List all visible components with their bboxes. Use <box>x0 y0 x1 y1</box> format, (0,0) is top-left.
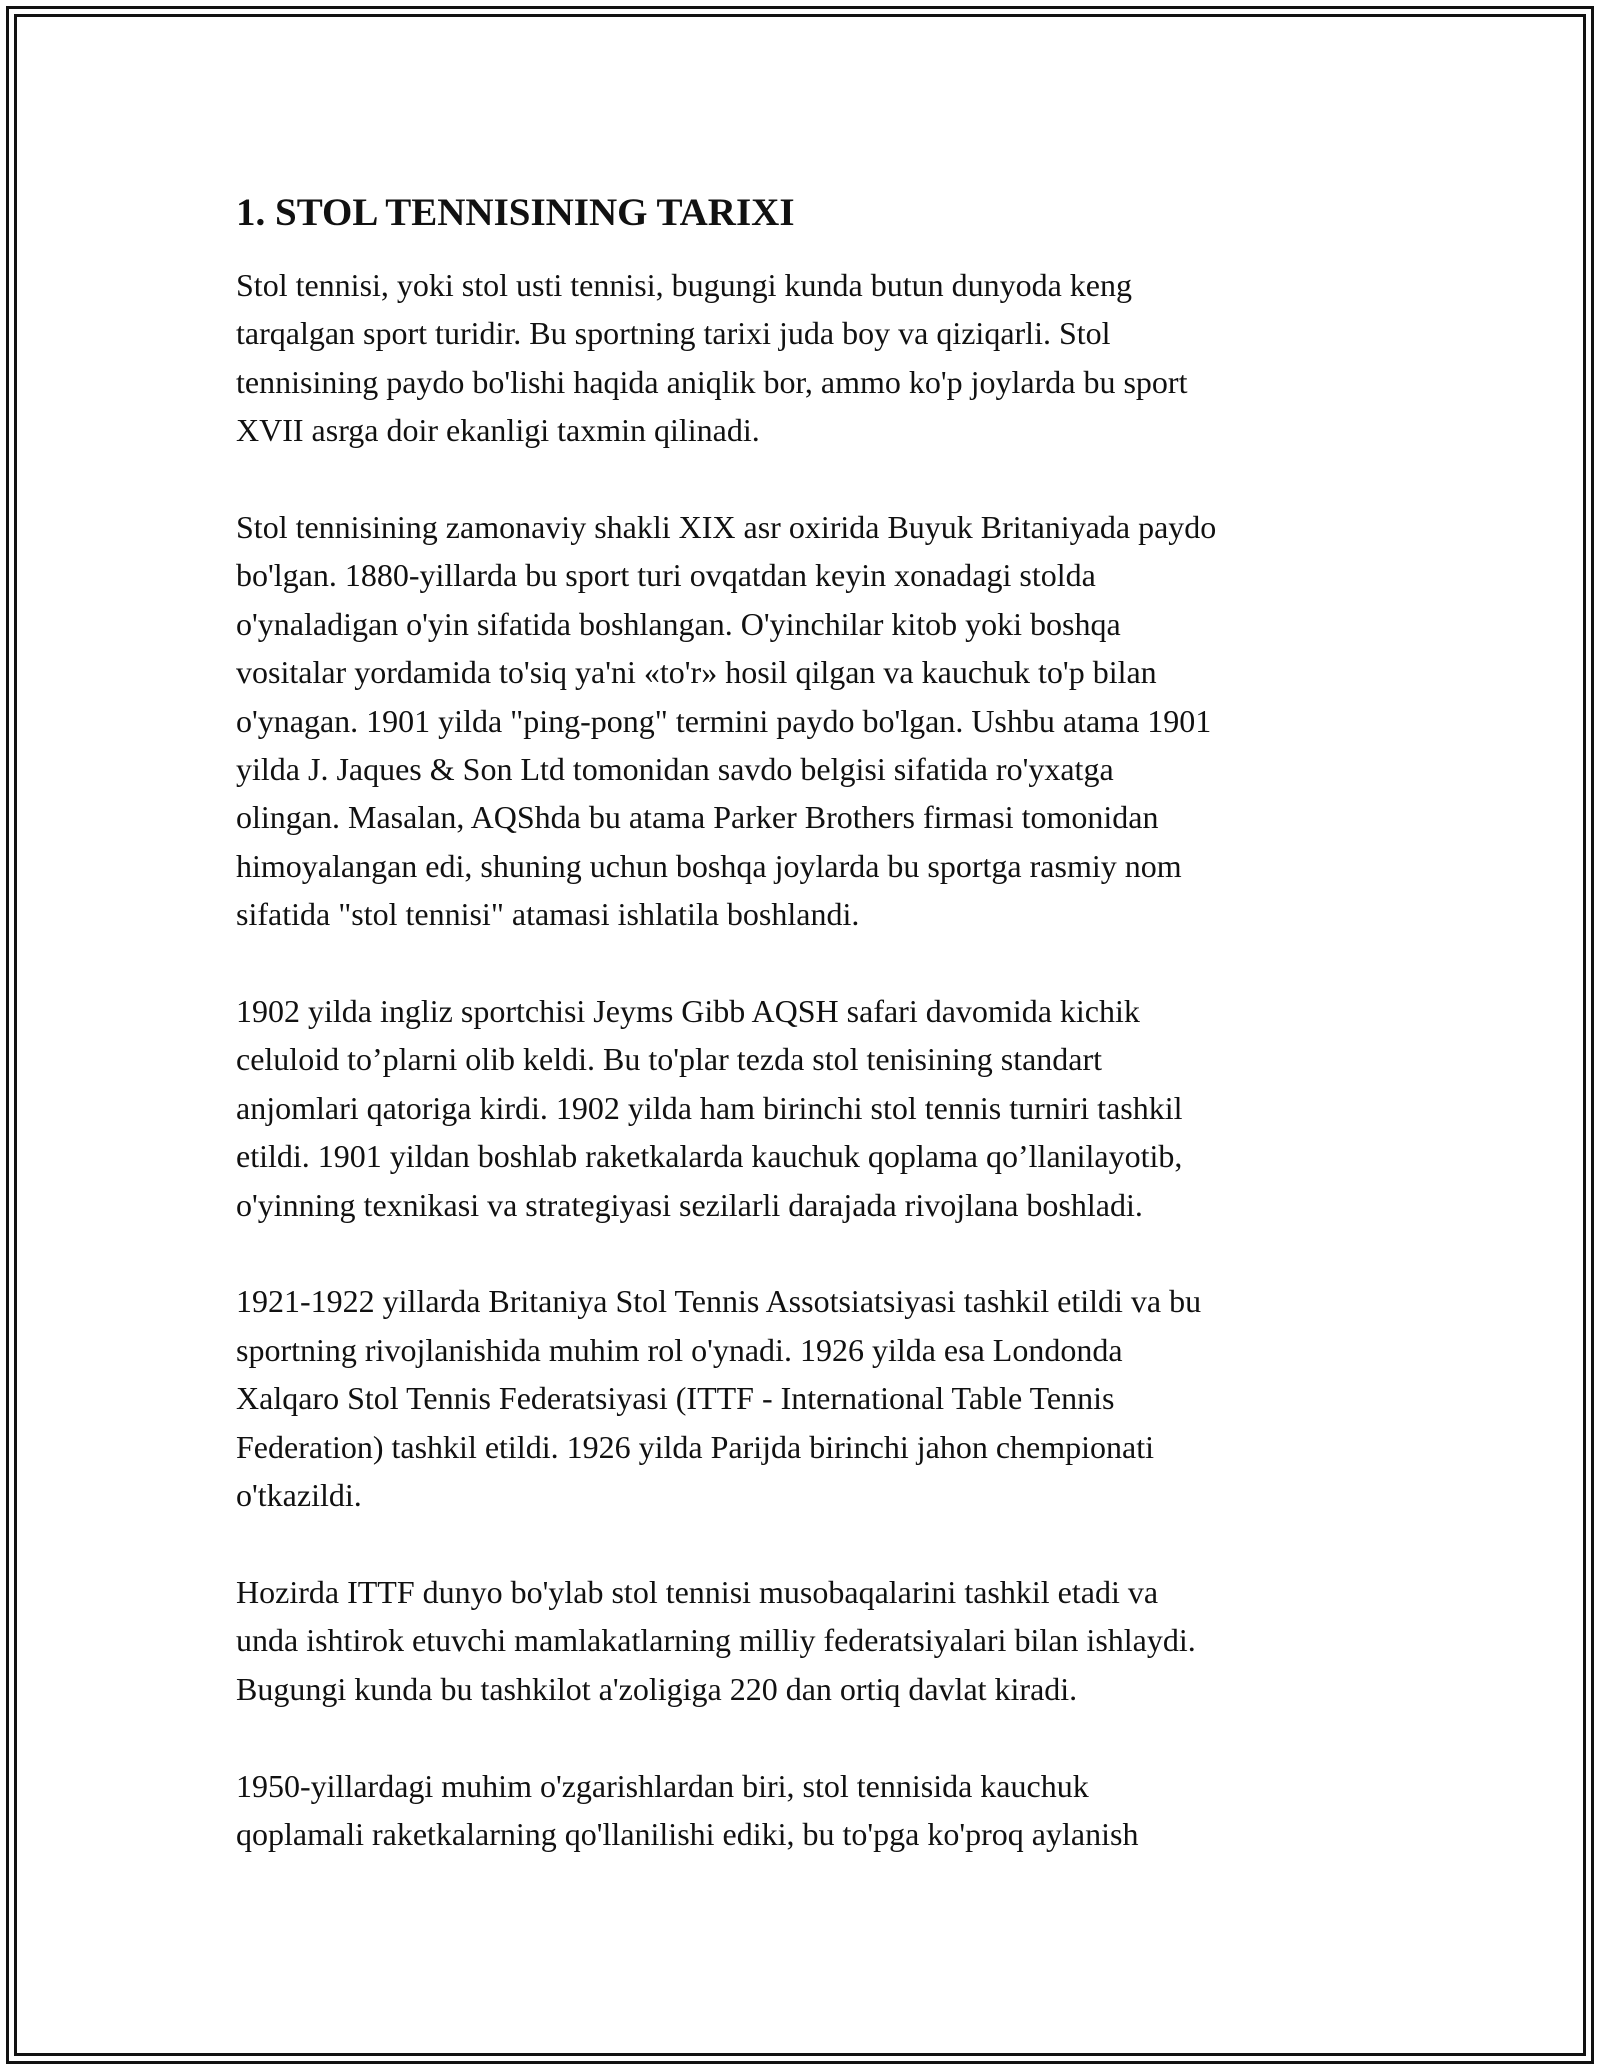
paragraph-line: olingan. Masalan, AQShda bu atama Parker Brothers firmasi tomonidan <box>236 799 1159 836</box>
paragraph <box>236 1568 1376 1713</box>
paragraph-line: bo'lgan. 1880-yillarda bu sport turi ovqatdan keyin xonadagi stolda <box>236 557 1096 594</box>
paragraph <box>236 1277 1376 1519</box>
paragraph-line: Stol tennisi, yoki stol usti tennisi, bugungi kunda butun dunyoda keng <box>236 267 1132 303</box>
paragraph-list <box>236 261 1376 1858</box>
paragraph-line: o'tkazildi. <box>236 1477 362 1514</box>
paragraph <box>236 987 1376 1229</box>
paragraph-line: Stol tennisining zamonaviy shakli XIX asr oxirida Buyuk Britaniyada paydo <box>236 509 1217 546</box>
paragraph-line: Federation) tashkil etildi. 1926 yilda Parijda birinchi jahon chempionati <box>236 1428 1155 1465</box>
paragraph-line: 1950-yillardagi muhim o'zgarishlardan biri, stol tennisida kauchuk <box>236 1767 1089 1804</box>
paragraph-line: celuloid to’plarni olib keldi. Bu to'plar tezda stol tenisining standart <box>236 1041 1103 1078</box>
paragraph-line: himoyalangan edi, shuning uchun boshqa joylarda bu sportga rasmiy nom <box>236 847 1182 884</box>
paragraph-line: sportning rivojlanishida muhim rol o'ynadi. 1926 yilda esa Londonda <box>236 1331 1123 1368</box>
paragraph-line: o'ynaladigan o'yin sifatida boshlangan. O'yinchilar kitob yoki boshqa <box>236 605 1121 642</box>
paragraph-line: sifatida "stol tennisi" atamasi ishlatila boshlandi. <box>236 896 860 933</box>
paragraph-line: etildi. 1901 yildan boshlab raketkalarda kauchuk qoplama qo’llanilayotib, <box>236 1138 1183 1175</box>
paragraph-line: o'ynagan. 1901 yilda "ping-pong" termini paydo bo'lgan. Ushbu atama 1901 <box>236 702 1212 739</box>
paragraph-line: yilda J. Jaques & Son Ltd tomonidan savdo belgisi sifatida ro'yxatga <box>236 751 1114 788</box>
document-body <box>236 180 1376 1907</box>
paragraph-line: anjomlari qatoriga kirdi. 1902 yilda ham birinchi stol tennis turniri tashkil <box>236 1089 1183 1126</box>
paragraph-line: 1921-1922 yillarda Britaniya Stol Tennis Assotsiatsiyasi tashkil etildi va bu <box>236 1283 1202 1320</box>
section-title: 1. STOL TENNISINING TARIXI <box>236 191 795 234</box>
paragraph <box>236 261 1376 455</box>
paragraph-line: unda ishtirok etuvchi mamlakatlarning milliy federatsiyalari bilan ishlaydi. <box>236 1622 1196 1659</box>
paragraph <box>236 1762 1376 1859</box>
paragraph-line: 1902 yilda ingliz sportchisi Jeyms Gibb AQSH safari davomida kichik <box>236 993 1140 1030</box>
paragraph <box>236 503 1376 939</box>
paragraph-line: tennisining paydo bo'lishi haqida aniqlik bor, ammo ko'p joylarda bu sport <box>236 363 1188 400</box>
paragraph-line: o'yinning texnikasi va strategiyasi sezilarli darajada rivojlana boshladi. <box>236 1186 1143 1223</box>
paragraph-line: Xalqaro Stol Tennis Federatsiyasi (ITTF - International Table Tennis <box>236 1380 1115 1417</box>
paragraph-line: tarqalgan sport turidir. Bu sportning tarixi juda boy va qiziqarli. Stol <box>236 315 1111 352</box>
paragraph-line: qoplamali raketkalarning qo'llanilishi ediki, bu to'pga ko'proq aylanish <box>236 1815 1139 1852</box>
paragraph-line: vositalar yordamida to'siq ya'ni «to'r» hosil qilgan va kauchuk to'p bilan <box>236 654 1157 691</box>
paragraph-line: XVII asrga doir ekanligi taxmin qilinadi. <box>236 412 760 449</box>
paragraph-line: Bugungi kunda bu tashkilot a'zoligiga 220 dan ortiq davlat kiradi. <box>236 1670 1078 1707</box>
paragraph-line: Hozirda ITTF dunyo bo'ylab stol tennisi musobaqalarini tashkil etadi va <box>236 1573 1159 1610</box>
